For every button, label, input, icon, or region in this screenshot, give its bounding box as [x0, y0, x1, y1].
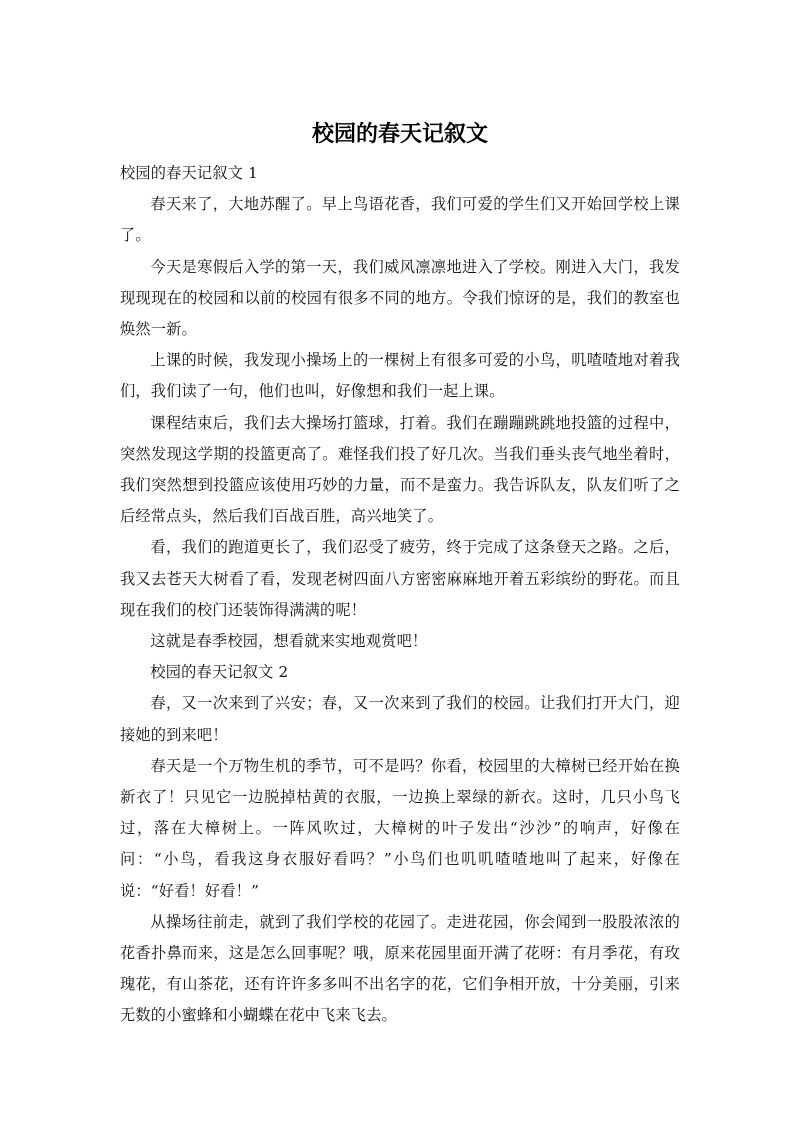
- paragraph: 这就是春季校园，想看就来实地观赏吧！: [150, 632, 428, 651]
- document-body: [120, 158, 680, 1032]
- paragraph: 看，我们的跑道更长了，我们忍受了疲劳，终于完成了这条登天之路。之后，我又去苍天大树看了看，发现老树四面八方密密麻麻地开着五彩缤纷的野花。而且现在我们的校门还装饰得满满的呢！: [120, 538, 680, 619]
- paragraph: 今天是寒假后入学的第一天，我们威风凛凛地进入了学校。刚进入大门，我发现现现在的校园和以前的校园有很多不同的地方。令我们惊讶的是，我们的教室也焕然一新。: [120, 257, 680, 339]
- paragraph: 上课的时候，我发现小操场上的一棵树上有很多可爱的小鸟，叽喳喳地对着我们，我们读了一句，他们也叫，好像想和我们一起上课。: [120, 351, 680, 401]
- paragraph: 春天是一个万物生机的季节，可不是吗？你看，校园里的大樟树已经开始在换新衣了！只见它一边脱掉枯黄的衣服，一边换上翠绿的新衣。这时，几只小鸟飞过，落在大樟树上。一阵风吹过，大樟树的叶子发出“沙沙”的响声，好像在问：“小鸟，看我这身衣服好看吗？”小鸟们也叽叽喳喳地叫了起来，好像在说：“好看！好看！”: [120, 756, 680, 900]
- paragraph: 春，又一次来到了兴安；春，又一次来到了我们的校园。让我们打开大门，迎接她的到来吧！: [120, 694, 680, 744]
- paragraph: 从操场往前走，就到了我们学校的花园了。走进花园，你会闻到一股股浓浓的花香扑鼻而来，这是怎么回事呢？哦，原来花园里面开满了花呀：有月季花，有玫瑰花，有山茶花，还有许许多多叫不出名字的花，它们争相开放，十分美丽，引来无数的小蜜蜂和小蝴蝶在花中飞来飞去。: [120, 912, 680, 1025]
- section-heading-2: 校园的春天记叙文 2: [150, 663, 289, 682]
- paragraph: 春天来了，大地苏醒了。早上鸟语花香，我们可爱的学生们又开始回学校上课了。: [120, 195, 680, 245]
- document-title: 校园的春天记叙文: [311, 122, 488, 147]
- paragraph: 课程结束后，我们去大操场打篮球，打着。我们在蹦蹦跳跳地投篮的过程中，突然发现这学期的投篮更高了。难怪我们投了好几次。当我们垂头丧气地坐着时，我们突然想到投篮应该使用巧妙的力量，而不是蛮力。我告诉队友，队友们听了之后经常点头，然后我们百战百胜，高兴地笑了。: [120, 413, 680, 526]
- section-heading-1: 校园的春天记叙文 1: [120, 164, 258, 182]
